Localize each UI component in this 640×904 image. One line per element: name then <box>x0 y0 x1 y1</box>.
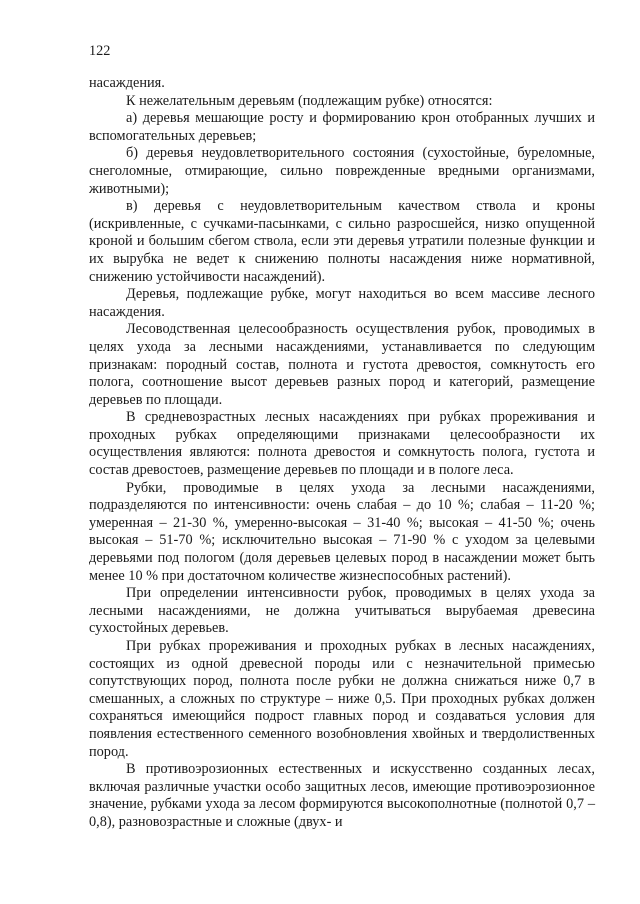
paragraph-middle-aged-stands: В средневозрастных лесных насаждениях при рубках прореживания и проходных рубках определяющими признаками целесообразности их осуществления являются: полнота древостоя и сомкнутость полога, густота и состав древостоев, размещение деревьев по площади и в пологе леса. <box>89 409 595 479</box>
paragraph-thinning-density: При рубках прореживания и проходных рубках в лесных насаждениях, состоящих из одной древесной породы или с незначительной примесью сопутствующих пород, полнота после рубки не должна снижаться ниже 0,7 в смешанных, а сложных по структуре – ниже 0,5. При проходных рубках должен сохраняться имеющийся подрост главных пород и создаваться условия для появления естественного семенного возобновления хвойных и твердолиственных пород. <box>89 638 595 760</box>
list-item-c: в) деревья с неудовлетворительным качеством ствола и кроны (искривленные, с сучками-пасынками, с сильно разросшейся, низко опущенной кроной и большим сбегом ствола, если эти деревья утратили полезные функции и их вырубка не ведет к снижению полноты насаждения ниже нормативной, снижению устойчивости насаждений). <box>89 198 595 285</box>
paragraph-intensity-classes: Рубки, проводимые в целях ухода за лесными насаждениями, подразделяются по интенсивности: очень слабая – до 10 %; слабая – 11-20 %; умеренная – 21-30 %, умеренно-высокая – 31-40 %; высокая – 41-50 %; очень высокая – 51-70 %; исключительно высокая – 71-90 % с уходом за целевыми деревьями под пологом (доля деревьев целевых пород в насаждении может быть менее 10 % при достаточном количестве жизнеспособных растений). <box>89 479 595 584</box>
paragraph-intensity-determination: При определении интенсивности рубок, проводимых в целях ухода за лесными насаждениями, не должна учитываться вырубаемая древесина сухостойных деревьев. <box>89 585 595 637</box>
paragraph-continuation: насаждения. <box>89 75 165 91</box>
paragraph-trees-location: Деревья, подлежащие рубке, могут находиться во всем массиве лесного насаждения. <box>89 286 595 320</box>
paragraph-undesirable-trees-intro: К нежелательным деревьям (подлежащим рубке) относятся: <box>126 92 493 109</box>
list-item-a: а) деревья мешающие росту и формированию крон отобранных лучших и вспомогательных деревьев; <box>89 110 595 144</box>
paragraph-silvicultural-expediency: Лесоводственная целесообразность осуществления рубок, проводимых в целях ухода за лесными насаждениями, устанавливается по следующим признакам: породный состав, полнота и густота древостоя, сомкнутость его полога, соотношение высот деревьев разных пород и категорий, размещение деревьев по площади. <box>89 321 595 408</box>
list-item-b: б) деревья неудовлетворительного состояния (сухостойные, буреломные, снеголомные, отмирающие, сильно поврежденные вредными организмами, животными); <box>89 145 595 197</box>
paragraph-anti-erosion-forests: В противоэрозионных естественных и искусственно созданных лесах, включая различные участки особо защитных лесов, имеющие противоэрозионное значение, рубками ухода за лесом формируются высокополнотные (полнотой 0,7 – 0,8), разновозрастные и сложные (двух- и <box>89 761 595 830</box>
body-text <box>89 75 595 832</box>
page-number: 122 <box>89 43 111 59</box>
